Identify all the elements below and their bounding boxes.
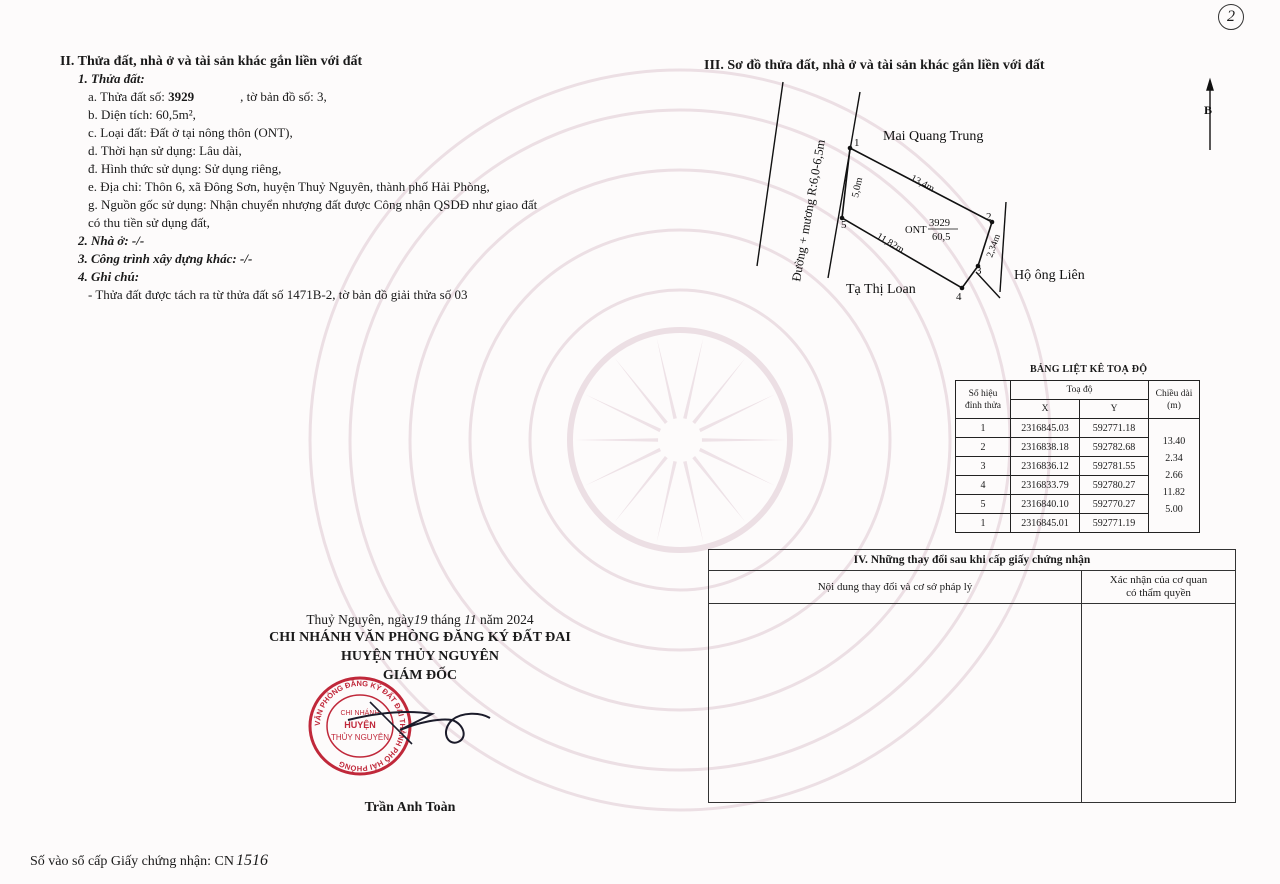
- coord-cell-y: 592782.68: [1080, 438, 1149, 457]
- lot-number: 3929: [168, 89, 195, 104]
- signature-org-1: CHI NHÁNH VĂN PHÒNG ĐĂNG KÝ ĐẤT ĐAI: [269, 630, 571, 645]
- watermark-ray: [575, 438, 658, 442]
- edge-label-1-2: 13,4m: [908, 172, 937, 195]
- coord-cell-y: 592771.19: [1080, 514, 1149, 533]
- coord-row: [956, 419, 1200, 438]
- parcel-boundary: [842, 148, 992, 288]
- coord-cell-p: 2: [956, 438, 1011, 457]
- signature-role: GIÁM ĐỐC: [382, 668, 458, 683]
- north-arrow-head: [1207, 80, 1213, 90]
- coord-table-caption: BẢNG LIỆT KÊ TOẠ ĐỘ: [1030, 364, 1148, 375]
- registry-number-line: [30, 852, 268, 870]
- vertex-4: [960, 286, 965, 291]
- stamp-center-2: HUYỆN: [344, 720, 376, 730]
- coord-cell-y: 592780.27: [1080, 476, 1149, 495]
- section-3-title: III. Sơ đồ thửa đất, nhà ở và tài sản khác gắn liền với đất: [704, 58, 1045, 73]
- section-4-title: IV. Những thay đổi sau khi cấp giấy chứng nhận: [709, 550, 1235, 571]
- section-land-info: [60, 54, 537, 304]
- parcel-number: 3929: [929, 218, 950, 229]
- coord-cell-x: 2316845.03: [1011, 419, 1080, 438]
- watermark-ray: [657, 338, 677, 419]
- col-length-header: [1149, 381, 1200, 419]
- coord-cell-p: 3: [956, 457, 1011, 476]
- notes-heading: 4. Ghi chú:: [78, 269, 140, 284]
- signer-name: Trần Anh Toàn: [364, 800, 456, 815]
- coord-cell-x: 2316833.79: [1011, 476, 1080, 495]
- road-label: Đường + mương R:6,0-6,5m: [789, 138, 828, 283]
- watermark-ray: [683, 461, 703, 542]
- road-edge-left: [757, 82, 783, 266]
- usage-form-line: đ. Hình thức sử dụng: Sử dụng riêng,: [88, 161, 282, 176]
- edge-label-4-5: 11,82m: [874, 231, 906, 256]
- edge-label-5-1: 5,0m: [850, 176, 866, 199]
- land-type-line: c. Loại đất: Đất ở tại nông thôn (ONT),: [88, 125, 293, 140]
- neighbor-east: Hộ ông Liên: [1014, 268, 1085, 283]
- date-prefix: Thuỷ Nguyên, ngày: [306, 612, 414, 627]
- vertex-label-2: 2: [986, 211, 992, 223]
- length-column: [1149, 419, 1200, 533]
- vertex-label-4: 4: [956, 291, 962, 303]
- origin-line-1: g. Nguồn gốc sử dụng: Nhận chuyển nhượng đất được Công nhận QSDĐ như giao đất: [88, 197, 538, 212]
- stamp-ring-text: VĂN PHÒNG ĐĂNG KÝ ĐẤT ĐAI THÀNH PHỐ HẢI PHÒNG: [312, 678, 408, 774]
- col-change-content: Nội dung thay đổi và cơ sở pháp lý: [709, 571, 1082, 603]
- col-coord-header: Toạ độ: [1011, 381, 1149, 400]
- change-content-area: [709, 604, 1082, 802]
- watermark-ray: [585, 394, 661, 432]
- coord-cell-p: 5: [956, 495, 1011, 514]
- confirmation-area: [1082, 604, 1235, 802]
- watermark-ray: [702, 438, 785, 442]
- watermark-ray: [699, 394, 775, 432]
- lot-prefix: a. Thửa đất số:: [88, 89, 165, 104]
- neighbor-south: Tạ Thị Loan: [846, 282, 916, 297]
- col-x-header: X: [1011, 400, 1080, 419]
- col-point-header: [956, 381, 1011, 419]
- date-month-prefix: tháng: [427, 612, 465, 627]
- section-changes-table: [708, 549, 1236, 803]
- coord-cell-x: 2316838.18: [1011, 438, 1080, 457]
- page-number-mark: 2: [1218, 4, 1244, 30]
- coord-cell-y: 592770.27: [1080, 495, 1149, 514]
- watermark-ray: [683, 338, 703, 419]
- stamp-center-3: THỦY NGUYÊN: [330, 733, 390, 742]
- edge-length: 5.00: [1165, 504, 1183, 515]
- coord-cell-y: 592781.55: [1080, 457, 1149, 476]
- watermark-ray: [615, 358, 668, 424]
- coord-cell-p: 1: [956, 514, 1011, 533]
- origin-line-2: có thu tiền sử dụng đất,: [88, 215, 210, 230]
- date-year: năm 2024: [476, 612, 534, 627]
- signature-org-2: HUYỆN THỦY NGUYÊN: [341, 649, 499, 664]
- col-point-header-1: Số hiệu: [968, 388, 998, 399]
- neighbor-north: Mai Quang Trung: [883, 129, 984, 144]
- watermark-ray: [585, 448, 661, 486]
- edge-length: 13.40: [1162, 436, 1186, 447]
- east-boundary-line: [1000, 202, 1006, 292]
- vertex-label-3: 3: [976, 265, 982, 277]
- date-day: 19: [413, 612, 428, 627]
- watermark-ray: [692, 358, 745, 424]
- address-line: e. Địa chỉ: Thôn 6, xã Đông Sơn, huyện Thuỷ Nguyên, thành phố Hải Phòng,: [88, 179, 490, 194]
- vertex-1: [848, 146, 853, 151]
- parcel-area: 60,5: [932, 232, 951, 243]
- lot-line: [60, 88, 537, 106]
- section-2-title: II. Thửa đất, nhà ở và tài sản khác gắn liền với đất: [60, 54, 363, 69]
- parcel-diagram: [700, 70, 1260, 310]
- edge-length: 2.34: [1165, 453, 1183, 464]
- coord-cell-x: 2316845.01: [1011, 514, 1080, 533]
- watermark-ray: [657, 461, 677, 542]
- house-line: 2. Nhà ở: -/-: [78, 233, 145, 248]
- col-confirmation-line-1: Xác nhận của cơ quan: [1109, 574, 1208, 586]
- sheet-text: , tờ bản đồ số: 3,: [240, 89, 327, 104]
- signature-date: [250, 612, 590, 628]
- edge-length: 2.66: [1165, 470, 1183, 481]
- land-heading: 1. Thửa đất:: [78, 71, 145, 86]
- edge-length: 11.82: [1162, 487, 1186, 498]
- col-y-header: Y: [1080, 400, 1149, 419]
- col-length-header-1: Chiều dài: [1155, 388, 1193, 399]
- vertex-label-1: 1: [854, 137, 860, 149]
- col-confirmation: [1082, 571, 1235, 603]
- coord-table: [955, 380, 1200, 533]
- col-confirmation-line-2: có thẩm quyền: [1126, 587, 1191, 599]
- coord-cell-x: 2316840.10: [1011, 495, 1080, 514]
- watermark-ray: [699, 448, 775, 486]
- parcel-type: ONT: [905, 225, 927, 236]
- coord-cell-x: 2316836.12: [1011, 457, 1080, 476]
- note-line: - Thửa đất được tách ra từ thửa đất số 1471B-2, tờ bản đồ giải thửa số 03: [88, 287, 468, 302]
- coord-cell-p: 4: [956, 476, 1011, 495]
- watermark-ray: [692, 456, 745, 522]
- watermark-ray: [615, 456, 668, 522]
- edge-label-2-3: 2,34m: [985, 233, 1004, 260]
- area-line: b. Diện tích: 60,5m²,: [88, 107, 196, 122]
- col-point-header-2: đỉnh thửa: [964, 400, 1002, 411]
- north-label: B: [1204, 103, 1213, 117]
- stamp-center-1: CHI NHÁNH: [340, 710, 380, 717]
- term-line: d. Thời hạn sử dụng: Lâu dài,: [88, 143, 242, 158]
- coord-cell-p: 1: [956, 419, 1011, 438]
- vertex-label-5: 5: [841, 219, 847, 231]
- date-month: 11: [464, 612, 477, 627]
- construction-line: 3. Công trình xây dựng khác: -/-: [78, 251, 253, 266]
- coord-cell-y: 592771.18: [1080, 419, 1149, 438]
- registry-label: Số vào sổ cấp Giấy chứng nhận: CN: [30, 854, 234, 869]
- handwritten-signature: [340, 690, 500, 760]
- registry-number: 1516: [235, 852, 268, 869]
- col-length-header-2: (m): [1167, 400, 1181, 411]
